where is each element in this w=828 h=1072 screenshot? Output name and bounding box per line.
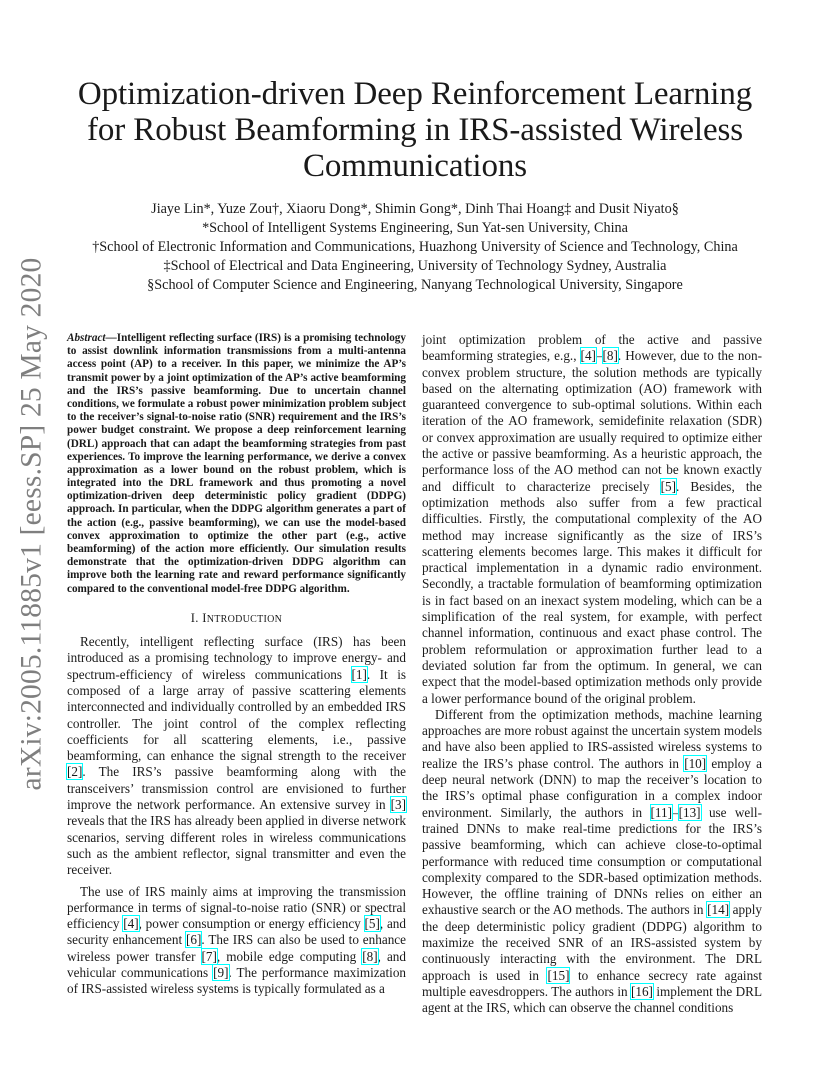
left-column [67,332,406,998]
text-run: Recently, intelligent reflecting surface (IRS) has been introduced as a promising technology to improve energy- and spectrum-efficiency of wireless communications [67,634,406,682]
citation-link[interactable]: [5] [364,916,380,932]
section-heading [67,610,406,628]
arxiv-identifier: arXiv:2005.11885v1 [eess.SP] 25 May 2020 [15,257,48,791]
text-run: use well-trained DNNs to make real-time predictions for the IRS’s passive beamforming, which can achieve close-to-optimal performance with reduced time consumption or computational complexity compared to the SDR-based optimization methods. However, the offline training of DNNs relies on either an exhaustive search or the AO methods. The authors in [422,804,762,918]
text-run: joint optimization problem of the active and passive beamforming strategies, e.g., [422,332,762,364]
citation-link[interactable]: [2] [67,764,83,780]
text-run: , and vehicular communications [67,948,406,980]
citation-link[interactable]: [13] [678,804,701,820]
text-run: . The performance maximization of IRS-assisted wireless systems is typically formulated as a [67,964,407,997]
author-list: Jiaye Lin*, Yuze Zou†, Xiaoru Dong*, Shimin Gong*, Dinh Thai Hoang‡ and Dusit Niyato§ [151,201,679,217]
text-run: apply the deep deterministic policy gradient (DDPG) algorithm to maximize the received SNR of an IRS-assisted system by continuously interacting with the environment. The DRL approach is used in [422,902,762,983]
section-title-rest: NTRODUCTION [206,613,283,625]
citation-link[interactable]: [4] [123,916,139,932]
text-run: . However, due to the non-convex problem structure, the solution methods are typically based on the alternating optimization (AO) framework with guaranteed convergence to sub-optimal solutions. Within each iteration of the AO framework, semidefinite relaxation (SDR) or convex approximation are usually required to optimize either the active or passive beamforming. As a heuristic approach, the performance loss of the AO method can not be known exactly and difficult to characterize precisely [422,348,762,494]
title-line: Optimization-driven Deep Reinforcement Learning [77,76,753,112]
title-line: Communications [302,148,528,184]
citation-link[interactable]: [9] [213,964,229,980]
paper-title [62,76,768,184]
section-number: I. [190,610,199,625]
text-run: . It is composed of a large array of passive scattering elements interconnected and individually controlled by an embedded IRS controller. The joint control of the complex reflecting coefficients for all scattering elements, i.e., passive beamforming, can enhance the signal strength to the receiver [67,666,406,764]
text-run: . The IRS can also be used to enhance wireless power transfer [67,932,406,964]
citation-link[interactable]: [10] [684,755,707,771]
affiliation: §School of Computer Science and Engineering, Nanyang Technological University, Singapore [147,277,683,293]
citation-link[interactable]: [4] [580,348,596,364]
citation-link[interactable]: [16] [630,983,653,999]
text-run: – [672,804,679,820]
text-run: . The IRS’s passive beamforming along with the transceivers’ transmission control are envisioned to further improve the network performance. An extensive survey in [67,764,406,813]
text-run: , power consumption or energy efficiency [138,916,365,932]
text-run: . Besides, the optimization methods also suffer from a few practical difficulties. Firstly, the computational complexity of the AO method may increase significantly as the size of IRS’s scattering elements becomes large. This makes it difficult for practical implementation in a dynamic radio environment. Secondly, a tractable formulation of beamforming optimization is in fact based on an inexact system modeling, which can be a simplification of the real system, for example, with perfect channel information, continuous and exact phase control. The problem reformulation or approximation further lead to a deviated solution far from the optimum. In general, we can expect that the model-based optimization methods only provide a lower performance bound of the original problem. [422,478,762,706]
abstract-text: —Intelligent reflecting surface (IRS) is a promising technology to assist downlink information transmissions from a multi-antenna access point (AP) to a receiver. In this paper, we minimize the AP’s transmit power by a joint optimization of the AP’s active beamforming and the IRS’s passive beamforming. Due to uncertain channel conditions, we formulate a robust power minimization problem subject to the receiver’s signal-to-noise ratio (SNR) requirement and the IRS’s power budget constraint. We propose a deep reinforcement learning (DRL) approach that can adapt the beamforming strategies from past experiences. To improve the learning performance, we derive a convex approximation as a lower bound on the robust problem, which is integrated into the DRL framework and thus promoting a novel optimization-driven deep deterministic policy gradient (DDPG) approach. In particular, when the DDPG algorithm generates a part of the action (e.g., passive beamforming), we can use the model-based convex approximation to optimize the other part (e.g., active beamforming) of the action more efficiently. Our simulation results demonstrate that the optimization-driven DDPG algorithm can improve both the learning rate and reward performance significantly compared to the conventional model-free DDPG algorithm. [67,332,406,595]
affiliation: †School of Electronic Information and Communications, Huazhong University of Science and Technology, China [92,239,738,255]
abstract-label: Abstract [67,332,106,344]
author-block [62,200,768,295]
text-run: Different from the optimization methods, machine learning approaches are more robust against the uncertain system models and have also been applied to IRS-assisted wireless systems to realize the IRS’s phase control. The authors in [422,706,762,771]
section-title-initial: I [202,610,207,625]
intro-paragraph-2 [67,884,406,998]
text-run: , and security enhancement [67,916,406,948]
affiliation: *School of Intelligent Systems Engineering, Sun Yat-sen University, China [202,220,628,236]
affiliation: ‡School of Electrical and Data Engineering, University of Technology Sydney, Australia [163,258,667,274]
intro-paragraph-3 [422,332,762,707]
citation-link[interactable]: [6] [186,932,202,948]
text-run: employ a deep neural network (DNN) to map the receiver’s location to the IRS’s optimal phase configuration in a complex indoor environment. Similarly, the authors in [422,755,762,820]
citation-link[interactable]: [5] [660,478,676,494]
citation-link[interactable]: [8] [362,948,378,964]
text-run: The use of IRS mainly aims at improving the transmission performance in terms of signal-to-noise ratio (SNR) or spectral efficiency [67,883,406,932]
arxiv-stamp [12,257,52,791]
title-line: for Robust Beamforming in IRS-assisted Wireless [86,112,744,148]
citation-link[interactable]: [11] [650,804,672,820]
citation-link[interactable]: [3] [390,797,406,813]
text-run: implement the DRL agent at the IRS, which can observe the channel conditions [422,983,763,1016]
text-run: reveals that the IRS has already been applied in diverse network scenarios, serving different roles in wireless communications such as the ambient reflector, signal transmitter and even the receiver. [67,813,406,878]
text-run: – [595,348,603,364]
citation-link[interactable]: [7] [201,948,217,964]
citation-link[interactable]: [15] [547,967,570,983]
intro-paragraph-1 [67,634,406,878]
intro-paragraph-4 [422,707,762,1017]
right-column [422,332,762,1016]
abstract [67,332,406,596]
citation-link[interactable]: [1] [351,666,367,682]
text-run: , mobile edge computing [216,948,363,964]
citation-link[interactable]: [14] [707,902,730,918]
text-run: to enhance secrecy rate against multiple eavesdroppers. The authors in [422,967,762,999]
citation-link[interactable]: [8] [602,348,618,364]
